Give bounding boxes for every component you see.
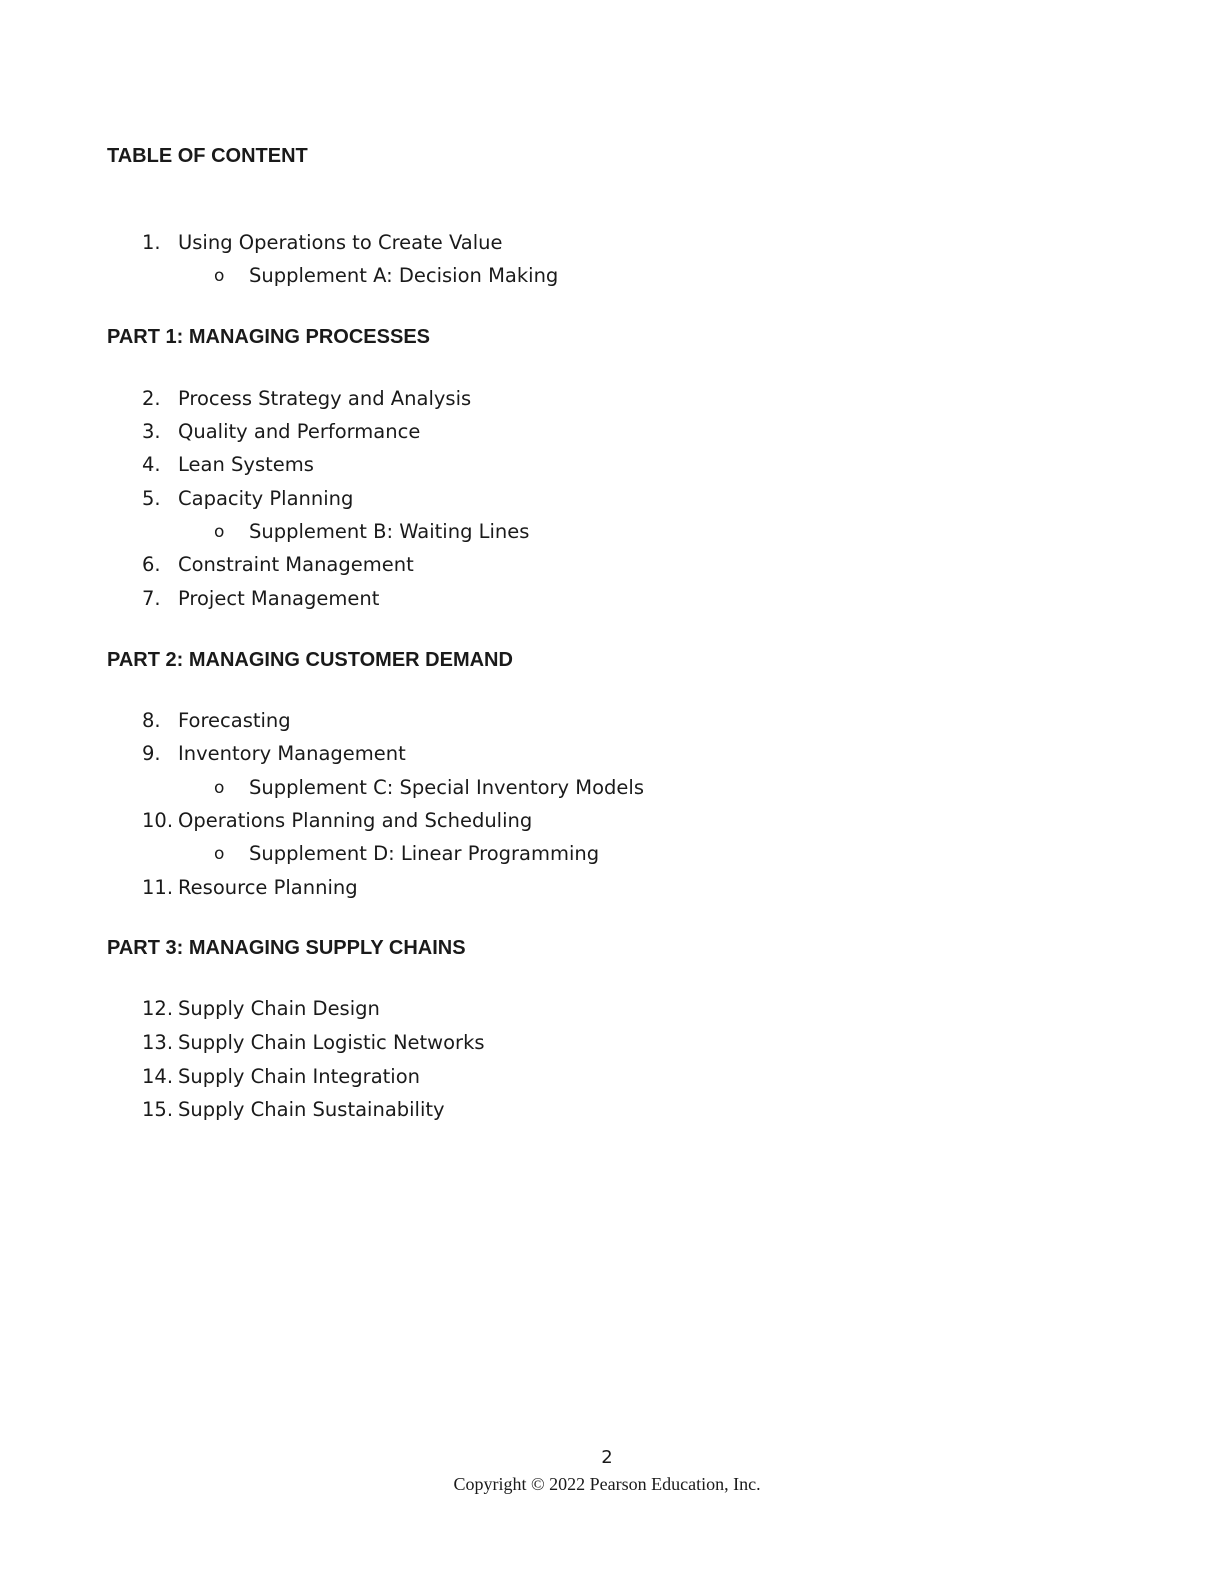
bullet-icon: o (214, 778, 225, 798)
toc-item-label: Supply Chain Logistic Networks (178, 1031, 485, 1054)
copyright-notice: Copyright © 2022 Pearson Education, Inc. (453, 1474, 761, 1494)
toc-item-label: Supply Chain Sustainability (178, 1098, 445, 1121)
toc-item-number: 2. (142, 387, 161, 410)
toc-item-number: 11. (142, 876, 174, 899)
toc-item-number: 12. (142, 997, 174, 1020)
toc-title: TABLE OF CONTENT (107, 145, 308, 167)
toc-item-label: Capacity Planning (178, 487, 354, 510)
toc-item-number: 5. (142, 487, 161, 510)
toc-item-number: 7. (142, 587, 161, 610)
part1-heading: PART 1: MANAGING PROCESSES (107, 326, 430, 348)
toc-item-number: 1. (142, 231, 161, 254)
toc-item-number: 9. (142, 742, 161, 765)
toc-item-label: Process Strategy and Analysis (178, 387, 472, 410)
toc-item-number: 6. (142, 553, 161, 576)
bullet-icon: o (214, 266, 225, 286)
bullet-icon: o (214, 844, 225, 864)
toc-item-label: Inventory Management (178, 742, 406, 765)
toc-item-number: 14. (142, 1065, 174, 1088)
toc-supplement-label: Supplement B: Waiting Lines (249, 520, 530, 543)
toc-item-number: 4. (142, 453, 161, 476)
toc-item-label: Resource Planning (178, 876, 358, 899)
toc-item-number: 3. (142, 420, 161, 443)
part3-heading: PART 3: MANAGING SUPPLY CHAINS (107, 937, 466, 959)
toc-supplement-label: Supplement A: Decision Making (249, 264, 559, 287)
toc-item-number: 15. (142, 1098, 174, 1121)
toc-supplement-label: Supplement D: Linear Programming (249, 842, 600, 865)
toc-item-label: Constraint Management (178, 553, 414, 576)
toc-item-label: Lean Systems (178, 453, 314, 476)
toc-item-number: 8. (142, 709, 161, 732)
toc-item-label: Using Operations to Create Value (178, 231, 503, 254)
toc-item-label: Project Management (178, 587, 380, 610)
bullet-icon: o (214, 522, 225, 542)
toc-item-label: Forecasting (178, 709, 291, 732)
toc-item-label: Operations Planning and Scheduling (178, 809, 533, 832)
toc-item-number: 10. (142, 809, 174, 832)
part2-heading: PART 2: MANAGING CUSTOMER DEMAND (107, 649, 513, 671)
toc-item-label: Supply Chain Design (178, 997, 380, 1020)
toc-item-number: 13. (142, 1031, 174, 1054)
toc-supplement-label: Supplement C: Special Inventory Models (249, 776, 644, 799)
page-number: 2 (601, 1447, 613, 1468)
toc-item-label: Supply Chain Integration (178, 1065, 420, 1088)
toc-item-label: Quality and Performance (178, 420, 421, 443)
